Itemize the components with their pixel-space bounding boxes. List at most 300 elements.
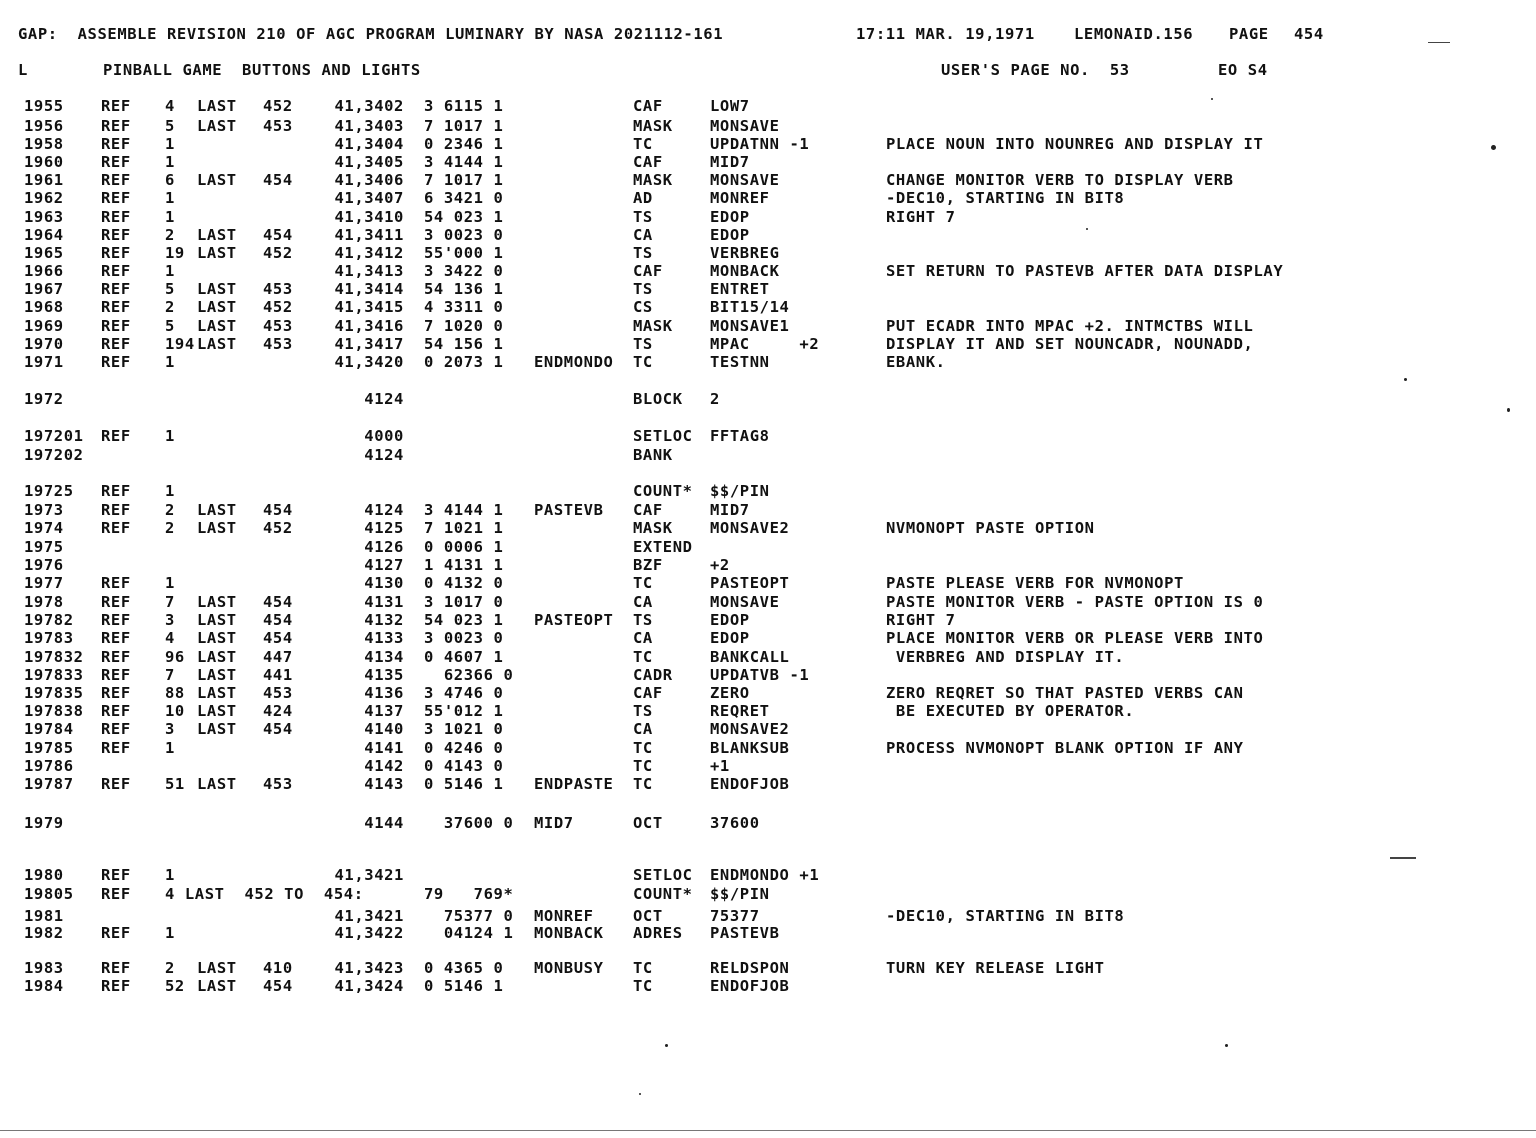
operand: MONREF <box>710 189 770 207</box>
ref-count: 1 <box>165 427 175 445</box>
symbol-label: PASTEOPT <box>534 611 614 629</box>
sequence-number: 1969 <box>24 317 64 335</box>
address: 41,3414 <box>334 280 404 298</box>
opcode: AD <box>633 189 653 207</box>
ref-marker: REF <box>101 648 131 666</box>
address: 41,3402 <box>334 97 404 115</box>
last-marker: LAST <box>197 298 237 316</box>
opcode: CADR <box>633 666 673 684</box>
object-code: 7 1017 1 <box>424 171 504 189</box>
ref-marker: REF <box>101 775 131 793</box>
ref-marker: REF <box>101 593 131 611</box>
ref-count: 5 <box>165 280 175 298</box>
opcode: TC <box>633 135 653 153</box>
ref-marker: REF <box>101 335 131 353</box>
operand: MONSAVE2 <box>710 519 790 537</box>
object-code: 54 023 1 <box>424 208 504 226</box>
symbol-label: PASTEVB <box>534 501 604 519</box>
symbol-label: MID7 <box>534 814 574 832</box>
scan-speck <box>665 1044 668 1047</box>
last-page: 454 <box>263 629 293 647</box>
ref-count: 5 <box>165 117 175 135</box>
sequence-number: 1962 <box>24 189 64 207</box>
last-page: 452 <box>263 298 293 316</box>
address: 4135 <box>364 666 404 684</box>
ref-marker: REF <box>101 666 131 684</box>
comment: PROCESS NVMONOPT BLANK OPTION IF ANY <box>886 739 1244 757</box>
opcode: ADRES <box>633 924 683 942</box>
opcode: SETLOC <box>633 866 693 884</box>
last-page: 454 <box>263 593 293 611</box>
page-number: 454 <box>1294 25 1324 43</box>
scan-speck <box>1404 378 1407 381</box>
operand: EDOP <box>710 629 750 647</box>
opcode: TS <box>633 702 653 720</box>
ref-marker: REF <box>101 353 131 371</box>
sequence-number: 1968 <box>24 298 64 316</box>
last-marker: LAST <box>197 519 237 537</box>
ref-marker: REF <box>101 298 131 316</box>
ref-marker: REF <box>101 171 131 189</box>
last-marker: LAST <box>197 117 237 135</box>
last-page: 453 <box>263 775 293 793</box>
ref-marker: REF <box>101 244 131 262</box>
ref-marker: REF <box>101 97 131 115</box>
address: 41,3416 <box>334 317 404 335</box>
ref-marker: REF <box>101 117 131 135</box>
opcode: CS <box>633 298 653 316</box>
sequence-number: 1981 <box>24 907 64 925</box>
object-code: 55'000 1 <box>424 244 504 262</box>
last-marker: LAST <box>197 775 237 793</box>
operand: MID7 <box>710 153 750 171</box>
operand: MONSAVE <box>710 117 780 135</box>
opcode: TC <box>633 574 653 592</box>
ref-marker: REF <box>101 684 131 702</box>
ref-count: 1 <box>165 208 175 226</box>
opcode: EXTEND <box>633 538 693 556</box>
object-code: 7 1021 1 <box>424 519 504 537</box>
comment: RIGHT 7 <box>886 611 956 629</box>
ref-marker: REF <box>101 739 131 757</box>
ref-count: 4 <box>165 629 175 647</box>
opcode: CA <box>633 720 653 738</box>
ref-count: 88 <box>165 684 185 702</box>
object-code: 0 4246 0 <box>424 739 504 757</box>
sequence-number: 1956 <box>24 117 64 135</box>
object-code: 0 2073 1 <box>424 353 504 371</box>
address: 4126 <box>364 538 404 556</box>
operand: PASTEOPT <box>710 574 790 592</box>
address: 4142 <box>364 757 404 775</box>
opcode: COUNT* <box>633 482 693 500</box>
operand: ENTRET <box>710 280 770 298</box>
opcode: MASK <box>633 317 673 335</box>
sequence-number: 1970 <box>24 335 64 353</box>
sequence-number: 1973 <box>24 501 64 519</box>
ref-marker: REF <box>101 189 131 207</box>
address: 41,3403 <box>334 117 404 135</box>
opcode: OCT <box>633 814 663 832</box>
operand: REQRET <box>710 702 770 720</box>
operand: VERBREG <box>710 244 780 262</box>
sequence-number: 19782 <box>24 611 74 629</box>
sequence-number: 197838 <box>24 702 84 720</box>
ref-count: 10 <box>165 702 185 720</box>
object-code: 75377 0 <box>424 907 514 925</box>
assemble-title: GAP: ASSEMBLE REVISION 210 OF AGC PROGRAM LUMINARY BY NASA 2021112-161 <box>18 25 724 43</box>
ref-count: 194 <box>165 335 195 353</box>
object-code: 7 1020 0 <box>424 317 504 335</box>
ref-count: 1 <box>165 924 175 942</box>
last-marker: LAST <box>197 666 237 684</box>
object-code: 3 1017 0 <box>424 593 504 611</box>
opcode: CAF <box>633 262 663 280</box>
ref-count: 19 <box>165 244 185 262</box>
sequence-number: 1974 <box>24 519 64 537</box>
last-marker: LAST <box>197 244 237 262</box>
operand: ENDMONDO +1 <box>710 866 820 884</box>
operand: MONSAVE2 <box>710 720 790 738</box>
ref-marker: REF <box>101 611 131 629</box>
object-code: 3 0023 0 <box>424 226 504 244</box>
address: 41,3424 <box>334 977 404 995</box>
ref-count: 1 <box>165 262 175 280</box>
operand: FFTAG8 <box>710 427 770 445</box>
sequence-number: 1976 <box>24 556 64 574</box>
opcode: BZF <box>633 556 663 574</box>
address: 41,3420 <box>334 353 404 371</box>
comment: DISPLAY IT AND SET NOUNCADR, NOUNADD, <box>886 335 1254 353</box>
last-page: 454 <box>263 226 293 244</box>
address: 41,3422 <box>334 924 404 942</box>
last-marker: LAST <box>197 720 237 738</box>
sequence-number: 19786 <box>24 757 74 775</box>
ref-marker: REF <box>101 574 131 592</box>
operand: RELDSPON <box>710 959 790 977</box>
ref-count: 2 <box>165 501 175 519</box>
ref-count: 6 <box>165 171 175 189</box>
address: 4144 <box>364 814 404 832</box>
address: 4131 <box>364 593 404 611</box>
sequence-number: 1972 <box>24 390 64 408</box>
address: 41,3413 <box>334 262 404 280</box>
scan-speck <box>639 1093 641 1095</box>
ref-count: 1 <box>165 866 175 884</box>
operand: ZERO <box>710 684 750 702</box>
opcode: MASK <box>633 117 673 135</box>
ref-count: 4 LAST 452 TO 454: <box>165 885 364 903</box>
last-page: 453 <box>263 317 293 335</box>
last-page: 424 <box>263 702 293 720</box>
comment: PASTE PLEASE VERB FOR NVMONOPT <box>886 574 1184 592</box>
symbol-label: MONBACK <box>534 924 604 942</box>
last-page: 452 <box>263 97 293 115</box>
object-code: 0 4132 0 <box>424 574 504 592</box>
comment: PUT ECADR INTO MPAC +2. INTMCTBS WILL <box>886 317 1254 335</box>
scan-speck <box>1086 228 1088 230</box>
opcode: TC <box>633 775 653 793</box>
opcode: OCT <box>633 907 663 925</box>
sequence-number: 1979 <box>24 814 64 832</box>
address: 41,3412 <box>334 244 404 262</box>
sequence-number: 1961 <box>24 171 64 189</box>
comment: PASTE MONITOR VERB - PASTE OPTION IS 0 <box>886 593 1264 611</box>
opcode: TC <box>633 648 653 666</box>
comment: ZERO REQRET SO THAT PASTED VERBS CAN <box>886 684 1244 702</box>
object-code: 55'012 1 <box>424 702 504 720</box>
ref-count: 1 <box>165 482 175 500</box>
opcode: TC <box>633 739 653 757</box>
last-page: 454 <box>263 171 293 189</box>
ref-marker: REF <box>101 885 131 903</box>
opcode: CA <box>633 593 653 611</box>
opcode: CA <box>633 226 653 244</box>
address: 41,3421 <box>334 907 404 925</box>
ref-count: 4 <box>165 97 175 115</box>
sequence-number: 1980 <box>24 866 64 884</box>
ref-marker: REF <box>101 226 131 244</box>
object-code: 0 4607 1 <box>424 648 504 666</box>
ref-marker: REF <box>101 280 131 298</box>
operand: LOW7 <box>710 97 750 115</box>
address: 4124 <box>364 390 404 408</box>
opcode: BLOCK <box>633 390 683 408</box>
ref-count: 2 <box>165 519 175 537</box>
source-name: LEMONAID.156 <box>1074 25 1194 43</box>
object-code: 0 5146 1 <box>424 977 504 995</box>
header-line <box>18 24 1324 44</box>
operand: MONSAVE1 <box>710 317 790 335</box>
object-code: 79 769* <box>424 885 514 903</box>
operand: UPDATVB -1 <box>710 666 810 684</box>
comment: -DEC10, STARTING IN BIT8 <box>886 907 1125 925</box>
opcode: MASK <box>633 171 673 189</box>
operand: EDOP <box>710 208 750 226</box>
ref-count: 1 <box>165 135 175 153</box>
ref-marker: REF <box>101 317 131 335</box>
comment: VERBREG AND DISPLAY IT. <box>886 648 1125 666</box>
symbol-label: ENDMONDO <box>534 353 614 371</box>
operand: ENDOFJOB <box>710 775 790 793</box>
object-code: 54 156 1 <box>424 335 504 353</box>
object-code: 62366 0 <box>424 666 514 684</box>
operand: +2 <box>710 556 730 574</box>
address: 4134 <box>364 648 404 666</box>
sequence-number: 1966 <box>24 262 64 280</box>
last-page: 454 <box>263 977 293 995</box>
operand: 75377 <box>710 907 760 925</box>
last-marker: LAST <box>197 280 237 298</box>
opcode: SETLOC <box>633 427 693 445</box>
opcode: TC <box>633 959 653 977</box>
comment: NVMONOPT PASTE OPTION <box>886 519 1095 537</box>
address: 4133 <box>364 629 404 647</box>
sequence-number: 19787 <box>24 775 74 793</box>
opcode: TS <box>633 244 653 262</box>
operand: TESTNN <box>710 353 770 371</box>
opcode: TC <box>633 757 653 775</box>
symbol-label: MONBUSY <box>534 959 604 977</box>
ref-count: 5 <box>165 317 175 335</box>
object-code: 1 4131 1 <box>424 556 504 574</box>
ref-marker: REF <box>101 866 131 884</box>
ref-count: 7 <box>165 593 175 611</box>
ref-count: 3 <box>165 611 175 629</box>
object-code: 4 3311 0 <box>424 298 504 316</box>
address: 41,3423 <box>334 959 404 977</box>
last-marker: LAST <box>197 702 237 720</box>
page-edge-rule <box>0 1130 1536 1131</box>
operand: 2 <box>710 390 720 408</box>
last-marker: LAST <box>197 593 237 611</box>
operand: 37600 <box>710 814 760 832</box>
ref-marker: REF <box>101 629 131 647</box>
operand: BANKCALL <box>710 648 790 666</box>
sequence-number: 197202 <box>24 446 84 464</box>
last-page: 447 <box>263 648 293 666</box>
last-marker: LAST <box>197 611 237 629</box>
opcode: CAF <box>633 153 663 171</box>
last-marker: LAST <box>197 317 237 335</box>
sequence-number: 197835 <box>24 684 84 702</box>
ref-marker: REF <box>101 924 131 942</box>
last-page: 453 <box>263 117 293 135</box>
last-page: 452 <box>263 519 293 537</box>
sequence-number: 197832 <box>24 648 84 666</box>
sequence-number: 1958 <box>24 135 64 153</box>
ref-marker: REF <box>101 959 131 977</box>
object-code: 04124 1 <box>424 924 514 942</box>
last-page: 453 <box>263 335 293 353</box>
address: 41,3411 <box>334 226 404 244</box>
object-code: 3 4144 1 <box>424 501 504 519</box>
sequence-number: 1978 <box>24 593 64 611</box>
last-page: 454 <box>263 611 293 629</box>
address: 41,3417 <box>334 335 404 353</box>
ref-count: 7 <box>165 666 175 684</box>
last-page: 453 <box>263 280 293 298</box>
ref-count: 52 <box>165 977 185 995</box>
ref-count: 51 <box>165 775 185 793</box>
last-page: 452 <box>263 244 293 262</box>
operand: $$/PIN <box>710 482 770 500</box>
operand: BIT15/14 <box>710 298 790 316</box>
sequence-number: 1975 <box>24 538 64 556</box>
object-code: 37600 0 <box>424 814 514 832</box>
address: 41,3405 <box>334 153 404 171</box>
operand: MONBACK <box>710 262 780 280</box>
operand: MONSAVE <box>710 171 780 189</box>
scan-mark <box>1428 42 1450 43</box>
object-code: 3 4144 1 <box>424 153 504 171</box>
address: 4136 <box>364 684 404 702</box>
address: 41,3421 <box>334 866 404 884</box>
sequence-number: 19783 <box>24 629 74 647</box>
ref-count: 2 <box>165 959 175 977</box>
ref-count: 1 <box>165 353 175 371</box>
comment: EBANK. <box>886 353 946 371</box>
object-code: 3 6115 1 <box>424 97 504 115</box>
comment: PLACE NOUN INTO NOUNREG AND DISPLAY IT <box>886 135 1264 153</box>
operand: EDOP <box>710 226 750 244</box>
opcode: CA <box>633 629 653 647</box>
last-marker: LAST <box>197 648 237 666</box>
last-marker: LAST <box>197 684 237 702</box>
opcode: TC <box>633 353 653 371</box>
address: 4124 <box>364 446 404 464</box>
ref-count: 1 <box>165 189 175 207</box>
sequence-number: 1955 <box>24 97 64 115</box>
ref-marker: REF <box>101 482 131 500</box>
subheader-line <box>18 60 1268 80</box>
address: 4132 <box>364 611 404 629</box>
opcode: CAF <box>633 684 663 702</box>
ref-marker: REF <box>101 977 131 995</box>
last-marker: LAST <box>197 977 237 995</box>
operand: EDOP <box>710 611 750 629</box>
object-code: 0 5146 1 <box>424 775 504 793</box>
address: 4143 <box>364 775 404 793</box>
object-code: 3 1021 0 <box>424 720 504 738</box>
operand: UPDATNN -1 <box>710 135 810 153</box>
sequence-number: 1984 <box>24 977 64 995</box>
scan-speck <box>1507 408 1510 412</box>
comment: SET RETURN TO PASTEVB AFTER DATA DISPLAY <box>886 262 1284 280</box>
address: 4140 <box>364 720 404 738</box>
comment: TURN KEY RELEASE LIGHT <box>886 959 1105 977</box>
sequence-number: 1971 <box>24 353 64 371</box>
ref-marker: REF <box>101 153 131 171</box>
object-code: 3 3422 0 <box>424 262 504 280</box>
opcode: CAF <box>633 97 663 115</box>
opcode: TS <box>633 208 653 226</box>
address: 4141 <box>364 739 404 757</box>
ref-marker: REF <box>101 501 131 519</box>
last-marker: LAST <box>197 501 237 519</box>
last-marker: LAST <box>197 97 237 115</box>
address: 4127 <box>364 556 404 574</box>
object-code: 6 3421 0 <box>424 189 504 207</box>
object-code: 0 2346 1 <box>424 135 504 153</box>
symbol-label: ENDPASTE <box>534 775 614 793</box>
address: 4125 <box>364 519 404 537</box>
ref-marker: REF <box>101 702 131 720</box>
opcode: TC <box>633 977 653 995</box>
scan-speck <box>1211 98 1213 100</box>
object-code: 0 4143 0 <box>424 757 504 775</box>
ref-count: 2 <box>165 226 175 244</box>
object-code: 3 0023 0 <box>424 629 504 647</box>
comment: -DEC10, STARTING IN BIT8 <box>886 189 1125 207</box>
comment: PLACE MONITOR VERB OR PLEASE VERB INTO <box>886 629 1264 647</box>
ref-count: 1 <box>165 574 175 592</box>
symbol-label: MONREF <box>534 907 594 925</box>
sequence-number: 19784 <box>24 720 74 738</box>
last-marker: LAST <box>197 226 237 244</box>
sequence-number: 19725 <box>24 482 74 500</box>
last-marker: LAST <box>197 171 237 189</box>
operand: MID7 <box>710 501 750 519</box>
operand: $$/PIN <box>710 885 770 903</box>
opcode: MASK <box>633 519 673 537</box>
ref-count: 96 <box>165 648 185 666</box>
section-title: PINBALL GAME BUTTONS AND LIGHTS <box>103 61 421 79</box>
sequence-number: 1964 <box>24 226 64 244</box>
page-label: PAGE <box>1229 25 1269 43</box>
eo-marker: EO S4 <box>1218 61 1268 79</box>
sequence-number: 1983 <box>24 959 64 977</box>
